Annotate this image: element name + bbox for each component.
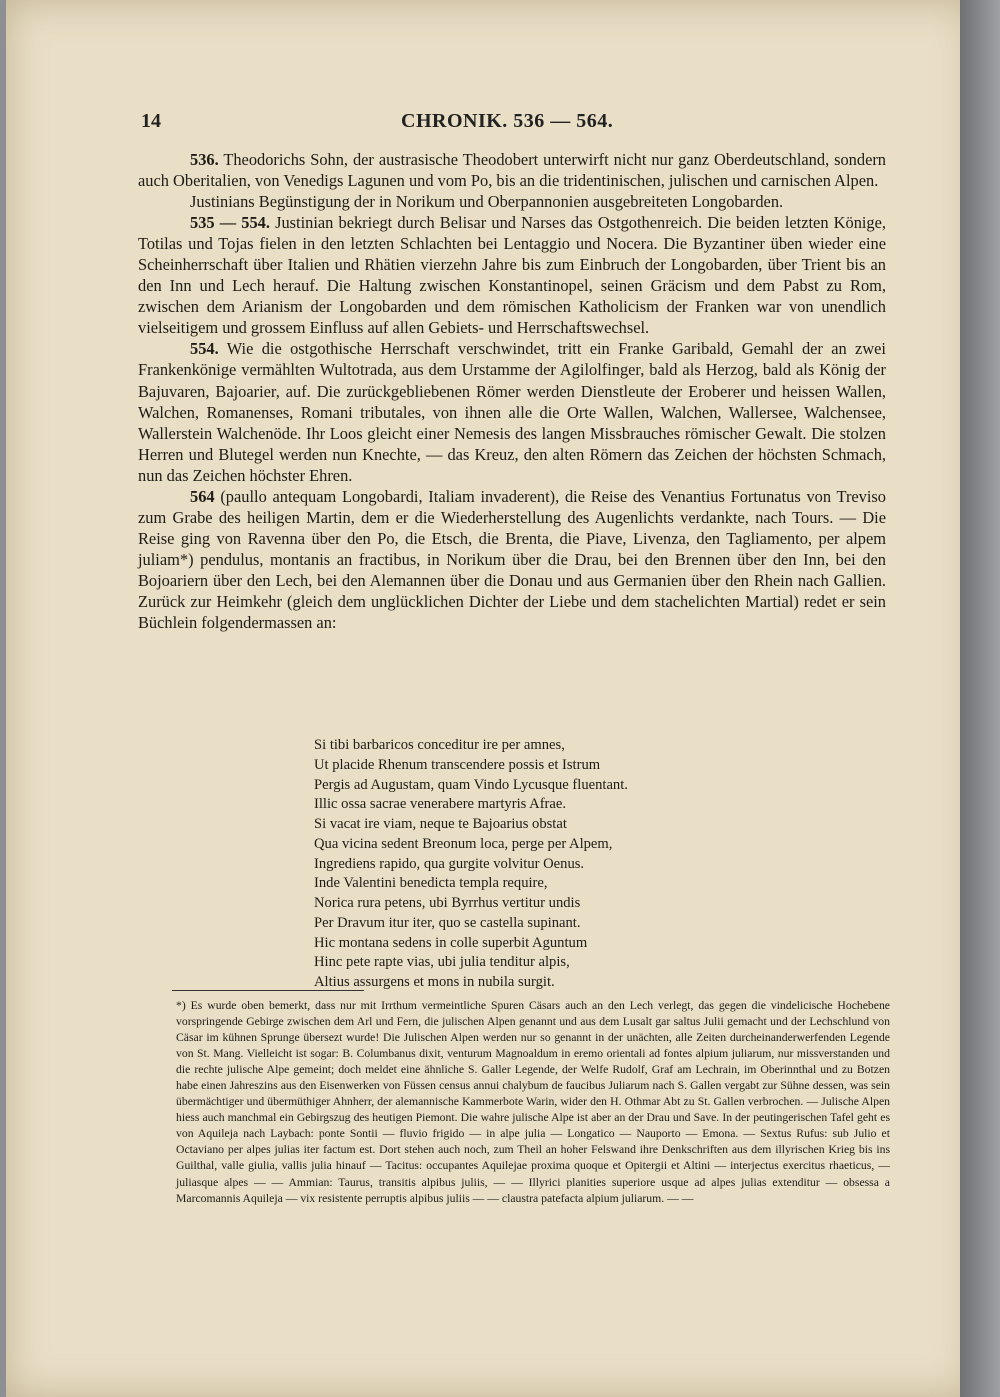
paragraph-text: Justinians Begünstigung der in Norikum und Oberpannonien ausgebreiteten Longobarden. [190, 192, 784, 212]
paragraph-text: Theodorichs Sohn, der austrasische Theodobert unterwirft nicht nur ganz Oberdeutschland, sondern auch Oberitalien, von Venedigs Lagunen und vom Po, bis an die tridentinischen, julischen und carnischen Alpen. [138, 150, 886, 191]
year-marker: 535 — 554. [190, 213, 270, 233]
verse-line: Ingrediens rapido, qua gurgite volvitur Oenus. [314, 855, 585, 872]
chapter-title: CHRONIK. 536 — 564. [401, 110, 614, 132]
verse-line: Qua vicina sedent Breonum loca, perge per Alpem, [314, 835, 613, 852]
book-spine [960, 0, 1000, 1397]
paragraph-justinian [138, 191, 886, 212]
verse-line: Altius assurgens et mons in nubila surgit. [314, 974, 555, 990]
paragraph-564 [138, 486, 886, 633]
paragraph-535-554 [138, 212, 886, 338]
footnote: *) Es wurde oben bemerkt, dass nur mit Irrthum vermeintliche Spuren Cäsars auch an den Lech verlegt, das gegen die vindelicische Hochebene vorspringende Gebirge zwischen dem Arl und Fern, die julischen Alpen genannt und aus dem Lusalt gar saltus Julii gemacht und der Lechschlund von Cäsar im kühnen Sprunge übersezt wurde! Die Julischen Alpen werden nur so genannt in der unächten, alle Zeiten durcheinanderwerfenden Legende von St. Mang. Vielleicht ist sogar: B. Columbanus dixit, venturum Magnoaldum in eremo orientali ad fontes alpium juliarum, nur missverstanden und die rechte julische Alpe gemeint; doch meldet eine ähnliche S. Galler Legende, der Welfe Rudolf, Graf am Lechrain, im Oberinnthal und zu Botzen habe einen Jahreszins aus den Eisenwerken von Füssen census annui chalybum de faucibus Juliarum nach S. Gallen vergabt zur Sühne dessen, was sein übermächtiger und übermüthiger Ahnherr, der alemannische Kammerbote Warin, wider den H. Othmar Abt zu St. Gallen verbrochen. — Julische Alpen hiess auch manchmal ein Gebirgszug des heutigen Piemont. Die wahre julische Alpe ist aber an der Drau und Save. In der peutingerischen Tafel geht es von Aquileja nach Laybach: ponte Sontii — fluvio frigido — in alpe julia — Longatico — Nauporto — Emona. — Sextus Rufus: sub Julio et Octaviano per alpes julias iter factum est. Dort stehen auch noch, zum Theil an hoher Felswand ihre Denkschriften aus dem illyrischen Krieg bis ins Guilthal, valle giulia, vallis julia hinauf — Tacitus: occupantes Aquilejae proxima quoque et Opitergii et Altini — interjectus exercitus rhaeticus, — juliasque alpes — — Ammian: Taurus, transitis alpibus juliis, — — Illyrici planities superiore usque ad alpes julias extenditur — obsessa a Marcomannis Aquileja — vix resistente perruptis alpibus juliis — — claustra patefacta alpium juliarum. — — [176, 999, 890, 1205]
page-number: 14 [141, 110, 161, 132]
paragraph-text: Wie die ostgothische Herrschaft verschwindet, tritt ein Franke Garibald, Gemahl der an zwei Frankenkönige vermählten Wultotrada, aus dem Urstamme der Agilolfinger, bald als Herzog, bald als König der Bajuvaren, Bajoarier, auf. Die zurückgebliebenen Römer werden Dienstleute der Eroberer und heissen Wallen, Walchen, Romanenses, Romani tributales, von ihnen alle die Orte Wallen, Walchen, Wallersee, Walchensee, Wallerstein Walchenöde. Ihr Loos gleicht einer Nemesis des langen Missbrauches römischer Gewalt. Die stolzen Herren und Blutegel werden nun Knechte, — das Kreuz, den alten Römern das Zeichen der höchsten Schmach, nun das Zeichen höchster Ehren. [138, 339, 886, 485]
paragraph-554 [138, 338, 886, 485]
verse-line: Hic montana sedens in colle superbit Aguntum [314, 934, 588, 951]
footnote-rule [172, 990, 364, 991]
verse-line: Illic ossa sacrae venerabere martyris Afrae. [314, 796, 567, 813]
verse-line: Ut placide Rhenum transcendere possis et Istrum [314, 756, 601, 773]
year-marker: 536. [190, 150, 219, 169]
paragraph-text: (paullo antequam Longobardi, Italiam invaderent), die Reise des Venantius Fortunatus von Treviso zum Grabe des heiligen Martin, dem er die Wiederherstellung des Augenlichts verdankte, nach Tours. — Die Reise ging von Ravenna über den Po, die Etsch, die Brenta, die Piave, Livenza, den Tagliamento, per alpem juliam*) pendulus, montanis an fractibus, in Norikum über die Drau, bei den Brennen über den Inn, bei den Bojoariern über den Lech, bei den Alemannen über die Donau und aus Germanien über den Rhein nach Gallien. Zurück zur Heimkehr (gleich dem unglücklichen Dichter der Liebe und dem stachelichten Martial) redet er sein Büchlein folgendermassen an: [138, 486, 886, 633]
verse-line: Hinc pete rapte vias, ubi julia tenditur alpis, [314, 954, 570, 971]
latin-verse [314, 736, 874, 993]
verse-line: Per Dravum itur iter, quo se castella supinant. [314, 914, 581, 931]
paragraph-536 [138, 149, 886, 191]
year-marker: 564 [190, 486, 215, 506]
running-head [133, 110, 863, 140]
verse-line: Inde Valentini benedicta templa require, [314, 875, 548, 892]
paragraph-text: Justinian bekriegt durch Belisar und Narses das Ostgothenreich. Die beiden letzten Könige, Totilas und Tojas fielen in den letzten Schlachten bei Lentaggio und Nocera. Die Byzantiner üben wieder eine Scheinherrschaft über Italien und Rhätien vierzehn Jahre bis zum Einbruch der Longobarden, über Trient bis an den Inn und Lech herauf. Die Haltung zwischen Konstantinopel, seinen Gräcism und dem Pabst zu Rom, zwischen dem Arianism der Longobarden und dem römischen Katholicism der Franken war von unendlich vielseitigem und grossem Einfluss auf allen Gebiets- und Herrschaftswechsel. [138, 213, 887, 338]
verse-line: Si vacat ire viam, neque te Bajoarius obstat [314, 816, 567, 832]
verse-line: Pergis ad Augustam, quam Vindo Lycusque fluentant. [314, 776, 628, 793]
year-marker: 554. [190, 339, 219, 359]
body-text [138, 149, 886, 633]
verse-line: Norica rura petens, ubi Byrrhus vertitur undis [314, 895, 581, 911]
verse-line: Si tibi barbaricos conceditur ire per amnes, [314, 737, 565, 753]
